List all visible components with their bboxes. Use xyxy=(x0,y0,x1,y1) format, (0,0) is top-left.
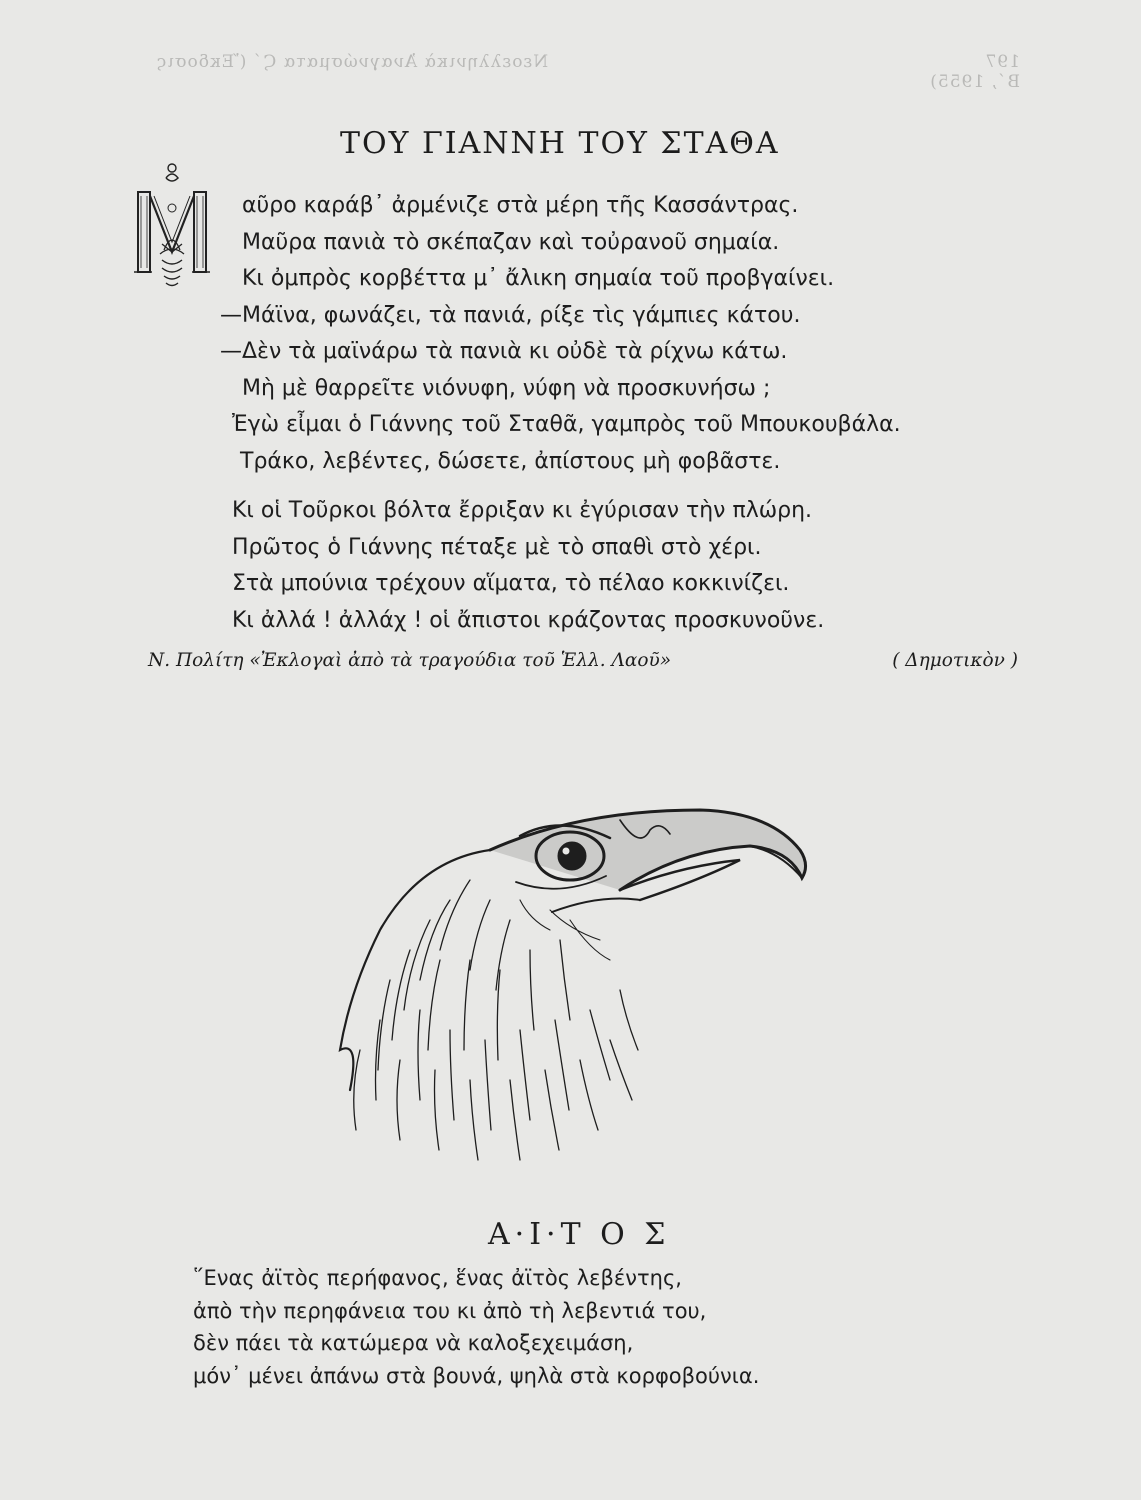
verse-line: Στὰ μπούνια τρέχουν αἵματα, τὸ πέλαο κοκκινίζει. xyxy=(232,571,790,596)
poem-stanza-2 xyxy=(232,493,824,639)
eagle-head-illustration xyxy=(320,790,820,1170)
verse-line: —Μάϊνα, φωνάζει, τὰ πανιά, ρίξε τὶς γάμπιες κάτου. xyxy=(220,302,801,328)
page-number: 197 xyxy=(984,52,1020,72)
poem-title-aitos: Α·Ι·Τ Ο Σ xyxy=(488,1217,671,1252)
ornamental-initial-m-icon xyxy=(132,156,212,292)
poem-title: ΤΟΥ ΓΙΑΝΝΗ ΤΟΥ ΣΤΑΘΑ xyxy=(340,126,780,161)
verse-line: Πρῶτος ὁ Γιάννης πέταξε μὲ τὸ σπαθὶ στὸ χέρι. xyxy=(232,534,762,560)
verse-line: Τράκο, λεβέντες, δώσετε, ἀπίστους μὴ φοβᾶστε. xyxy=(240,448,781,474)
verse-line: δὲν πάει τὰ κατώμερα νὰ καλοξεχειμάση, xyxy=(193,1331,634,1355)
running-head: Νεοελληνικὰ Ἀναγνώσματα Ϛ΄ (Ἔκδοσις Β΄, 1955) xyxy=(155,52,1020,92)
citation-type: ( Δημοτικὸν ) xyxy=(892,650,1018,671)
verse-line: αῦρο καράβ᾿ ἀρμένιζε στὰ μέρη τῆς Κασσάντρας. xyxy=(242,193,799,218)
verse-line: Μὴ μὲ θαρρεῖτε νιόνυφη, νύφη νὰ προσκυνήσω ; xyxy=(242,375,771,401)
verse-line: ῞Ενας ἀϊτὸς περήφανος, ἕνας ἀϊτὸς λεβέντης, xyxy=(193,1266,682,1290)
verse-line: Κι ἀλλά ! ἀλλάχ ! οἱ ἄπιστοι κράζοντας προσκυνοῦνε. xyxy=(232,607,825,633)
verse-line: Κι ὀμπρὸς κορβέττα μ᾿ ἄλικη σημαία τοῦ προβγαίνει. xyxy=(242,266,835,291)
verse-line: ἀπὸ τὴν περηφάνεια του κι ἀπὸ τὴ λεβεντιά του, xyxy=(193,1298,707,1323)
verse-line: μόν᾿ μένει ἀπάνω στὰ βουνά, ψηλὰ στὰ κορφοβούνια. xyxy=(193,1363,760,1388)
running-head-bleedthrough xyxy=(140,52,1020,92)
verse-line: Κι οἱ Τοῦρκοι βόλτα ἔρριξαν κι ἐγύρισαν τὴν πλώρη. xyxy=(232,498,813,523)
poem-stanza-aitos xyxy=(193,1262,759,1392)
verse-line: Ἐγὼ εἶμαι ὁ Γιάννης τοῦ Σταθᾶ, γαμπρὸς τοῦ Μπουκουβάλα. xyxy=(232,412,901,437)
poem-stanza-1 xyxy=(220,188,901,480)
verse-line: Μαῦρα πανιὰ τὸ σκέπαζαν καὶ τοὐρανοῦ σημαία. xyxy=(242,229,780,255)
citation-source: Ν. Πολίτη «Ἐκλογαὶ ἀπὸ τὰ τραγούδια τοῦ Ἑλλ. Λαοῦ» xyxy=(148,650,672,671)
citation xyxy=(148,650,1018,671)
verse-line: —Δὲν τὰ μαϊνάρω τὰ πανιὰ κι οὐδὲ τὰ ρίχνω κάτω. xyxy=(220,339,788,364)
